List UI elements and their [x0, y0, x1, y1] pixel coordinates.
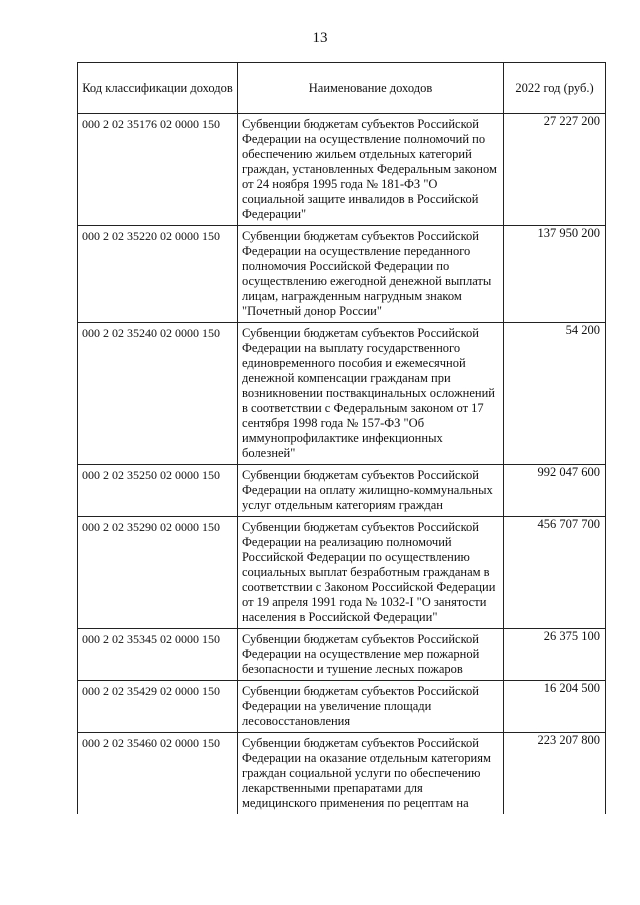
code-cell: 000 2 02 35176 02 0000 150 [78, 114, 238, 226]
table-row [78, 114, 606, 226]
amount-cell: 456 707 700 [504, 517, 606, 629]
table-row [78, 465, 606, 517]
amount-cell: 223 207 800 [504, 733, 606, 815]
table-row [78, 629, 606, 681]
table-header-row [78, 63, 606, 114]
amount-cell: 27 227 200 [504, 114, 606, 226]
page-number: 13 [312, 30, 328, 46]
name-cell: Субвенции бюджетам субъектов Российской Федерации на оплату жилищно-коммунальных услуг отдельным категориям граждан [238, 465, 504, 517]
code-cell: 000 2 02 35250 02 0000 150 [78, 465, 238, 517]
income-table [77, 62, 606, 814]
code-cell: 000 2 02 35429 02 0000 150 [78, 681, 238, 733]
table-row [78, 681, 606, 733]
header-name: Наименование доходов [238, 63, 504, 114]
table-body [78, 114, 606, 815]
header-amount: 2022 год (руб.) [504, 63, 606, 114]
amount-cell: 54 200 [504, 323, 606, 465]
amount-cell: 26 375 100 [504, 629, 606, 681]
name-cell: Субвенции бюджетам субъектов Российской Федерации на увеличение площади лесовосстановления [238, 681, 504, 733]
name-cell: Субвенции бюджетам субъектов Российской Федерации на осуществление переданного полномочия Российской Федерации по осуществлению ежегодной денежной выплаты лицам, награжденным нагрудным знаком "Почетный донор России" [238, 226, 504, 323]
name-cell: Субвенции бюджетам субъектов Российской Федерации на реализацию полномочий Российской Федерации по осуществлению социальных выплат безработным гражданам в соответствии с Законом Российской Федерации от 19 апреля 1991 года № 1032-I "О занятости населения в Российской Федерации" [238, 517, 504, 629]
name-cell: Субвенции бюджетам субъектов Российской Федерации на оказание отдельным категориям граждан социальной услуги по обеспечению лекарственными препаратами для медицинского применения по рецептам на [238, 733, 504, 815]
code-cell: 000 2 02 35345 02 0000 150 [78, 629, 238, 681]
table-row [78, 517, 606, 629]
amount-cell: 16 204 500 [504, 681, 606, 733]
table-row [78, 733, 606, 815]
amount-cell: 137 950 200 [504, 226, 606, 323]
name-cell: Субвенции бюджетам субъектов Российской Федерации на осуществление мер пожарной безопасности и тушение лесных пожаров [238, 629, 504, 681]
table-row [78, 323, 606, 465]
name-cell: Субвенции бюджетам субъектов Российской Федерации на выплату государственного единовременного пособия и ежемесячной денежной компенсации гражданам при возникновении поствакцинальных осложнений в соответствии с Федеральным законом от 17 сентября 1998 года № 157-ФЗ "Об иммунопрофилактике инфекционных болезней" [238, 323, 504, 465]
amount-cell: 992 047 600 [504, 465, 606, 517]
table-viewport [70, 62, 615, 857]
code-cell: 000 2 02 35460 02 0000 150 [78, 733, 238, 815]
code-cell: 000 2 02 35220 02 0000 150 [78, 226, 238, 323]
code-cell: 000 2 02 35290 02 0000 150 [78, 517, 238, 629]
name-cell: Субвенции бюджетам субъектов Российской Федерации на осуществление полномочий по обеспечению жильем отдельных категорий граждан, установленных Федеральным законом от 24 ноября 1995 года № 181-ФЗ "О социальной защите инвалидов в Российской Федерации" [238, 114, 504, 226]
code-cell: 000 2 02 35240 02 0000 150 [78, 323, 238, 465]
header-code: Код классификации доходов [78, 63, 238, 114]
table-row [78, 226, 606, 323]
